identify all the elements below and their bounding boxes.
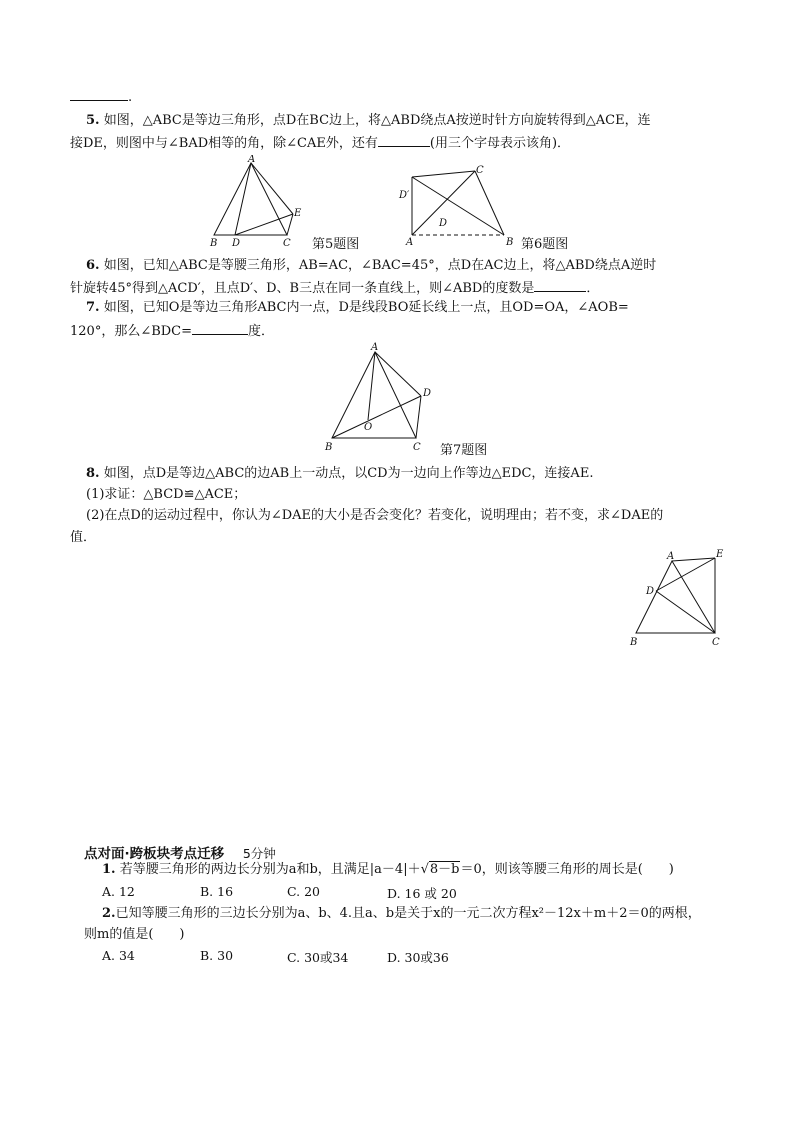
q5-segment-de (235, 214, 293, 235)
q5-segment-ae (251, 163, 293, 214)
q8-part2-line1: (2)在点D的运动过程中，你认为∠DAE的大小是否会变化？若变化，说明理由；若不变，求∠DAE的 (86, 508, 664, 523)
s2-text-line1 (102, 906, 701, 922)
s2-line2: 则m的值是( ) (84, 927, 185, 942)
q8-label-d: D (646, 586, 655, 597)
s1-radicand: 8－b (429, 862, 460, 877)
s1-number: 1. (102, 862, 116, 877)
section-title: 点对面·跨板块考点迁移 (84, 846, 225, 862)
q7-label-b: B (325, 442, 333, 453)
q6-figure (395, 160, 520, 250)
q8-triangle-abc (636, 561, 715, 633)
s1-option-b: B. 16 (200, 884, 234, 899)
q5-text-line2: 接DE，则图中与∠BAD相等的角，除∠CAE外，还有 (用三个字母表示该角)． (70, 136, 571, 151)
q6-line1: 如图，已知△ABC是等腰三角形，AB=AC，∠BAC=45°，点D在AC边上，将△ABD绕点A逆时 (103, 258, 657, 273)
section-time: 5分钟 (242, 846, 276, 861)
q5-label-d: D (232, 238, 241, 249)
q7-segment-ao (368, 352, 375, 420)
q8-segment-dc (656, 591, 715, 633)
q6-label-a: A (406, 237, 414, 248)
q7-caption: 第7题图 (440, 443, 488, 458)
q8-line1: 如图，点D是等边△ABC的边AB上一动点，以CD为一边向上作等边△EDC，连接AE. (103, 466, 594, 481)
q7-label-c: C (413, 442, 421, 453)
q7-segment-bd (332, 396, 421, 438)
q6-label-b: B (506, 237, 514, 248)
q7-figure (320, 340, 440, 455)
s2-number: 2. (102, 906, 116, 921)
q7-number: 7. (86, 300, 100, 315)
q8-figure (622, 545, 732, 650)
q4-answer-blank (70, 88, 128, 101)
section-header (84, 842, 276, 862)
q6-answer-blank (534, 279, 586, 292)
q5-label-b: B (210, 238, 218, 249)
q8-label-e: E (716, 549, 724, 560)
s1-text: 1. 若等腰三角形的两边长分别为a和b，且满足|a－4|＋√8－b＝0，则该等腰三角形的周长是( ) (102, 862, 674, 877)
s2-option-d: D. 30或36 (387, 950, 449, 965)
s2-line1: 已知等腰三角形的三边长分别为a、b、4.且a、b是关于x的一元二次方程x²－12x＋m＋2＝0的两根， (115, 906, 701, 921)
q8-part2-line2: 值． (70, 530, 97, 545)
q6-segment-dpc (412, 171, 475, 177)
q6-label-d: D (439, 218, 448, 229)
q6-text-line1 (86, 258, 656, 274)
q5-segment-ce (287, 214, 293, 235)
q5-caption: 第5题图 (312, 237, 360, 252)
q7-segment-cd (416, 396, 421, 438)
q7-text-line2: 120°，那么∠BDC= 度． (70, 324, 275, 339)
q8-label-b: B (630, 637, 638, 648)
q8-label-a: A (667, 551, 675, 562)
s2-option-a: A. 34 (102, 948, 135, 963)
q5-line1: 如图，△ABC是等边三角形，点D在BC边上，将△ABD绕点A按逆时针方向旋转得到△ACE，连 (103, 113, 651, 128)
q5-figure (205, 155, 315, 250)
q5-label-e: E (294, 208, 302, 219)
q8-part1: (1)求证：△BCD≌△ACE； (86, 487, 247, 502)
q8-number: 8. (86, 466, 100, 481)
q7-label-d: D (423, 388, 432, 399)
s2-option-b: B. 30 (200, 948, 234, 963)
sqrt-symbol: √ (420, 862, 429, 877)
q4-answer-line: . (70, 88, 132, 106)
q7-line1: 如图，已知O是等边三角形ABC内一点，D是线段BO延长线上一点，且OD=OA，∠AOB= (103, 300, 629, 315)
q5-label-a: A (248, 155, 256, 165)
s1-option-a: A. 12 (102, 884, 135, 899)
q6-label-c: C (476, 165, 484, 176)
q5-number: 5. (86, 113, 100, 128)
q8-label-c: C (712, 637, 720, 648)
q5-triangle-abc (214, 163, 287, 235)
q6-label-dprime: D′ (399, 190, 410, 201)
q6-number: 6. (86, 258, 100, 273)
q7-text-line1 (86, 300, 629, 316)
q6-caption: 第6题图 (521, 237, 569, 252)
q6-text-line2: 针旋转45°得到△ACD′，且点D′、D、B三点在同一条直线上，则∠ABD的度数是 ． (70, 281, 600, 296)
s1-option-c: C. 20 (287, 884, 320, 899)
q7-segment-ad (375, 352, 421, 396)
q5-segment-ad (235, 163, 251, 235)
q5-label-c: C (283, 238, 291, 249)
q7-label-a: A (371, 342, 379, 353)
q7-label-o: O (364, 422, 373, 433)
q5-text-line1 (86, 113, 651, 129)
q6-segment-dpb (412, 177, 504, 235)
q5-answer-blank (378, 134, 430, 147)
q7-answer-blank (192, 322, 248, 335)
s2-option-c: C. 30或34 (287, 950, 349, 965)
q8-segment-ae (672, 558, 715, 561)
q8-text-line1 (86, 466, 593, 482)
s1-option-d: D. 16 或 20 (387, 886, 457, 901)
